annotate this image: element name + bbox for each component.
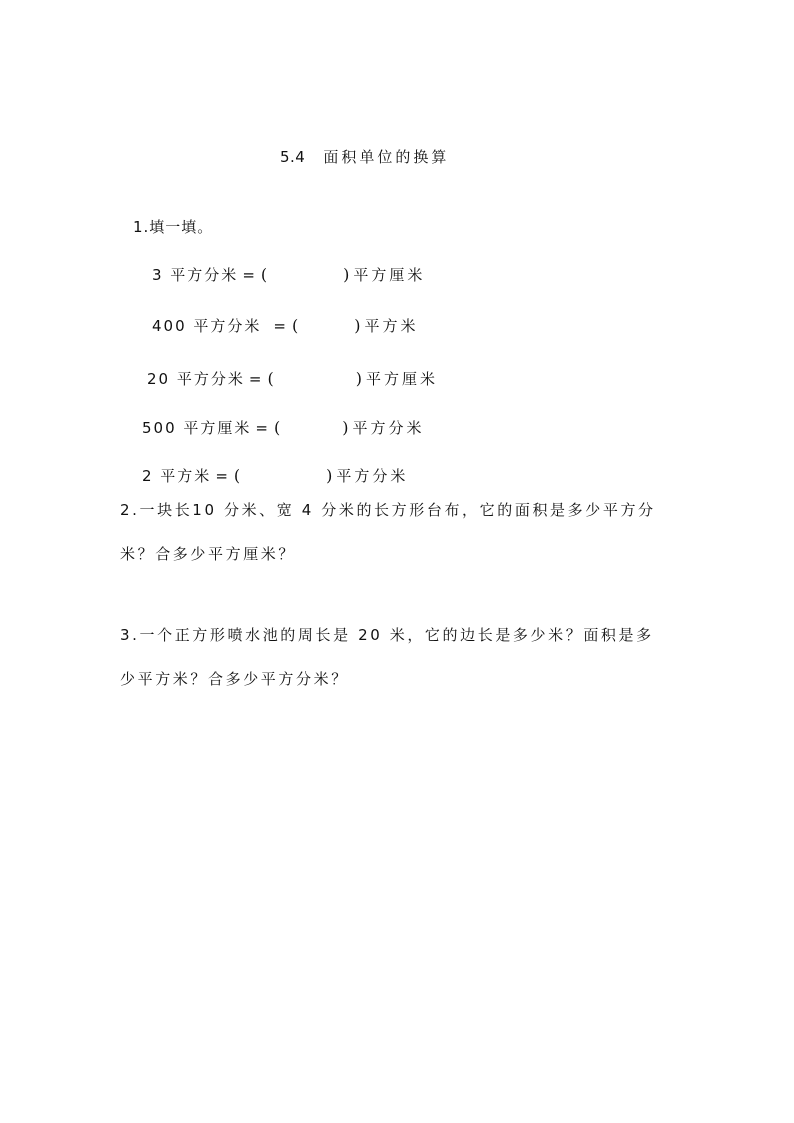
question-1-heading: 1.填一填。 <box>133 218 214 236</box>
question-3-line-1: 3.一个正方形喷水池的周长是 20 米，它的边长是多少米？面积是多 <box>120 626 654 644</box>
close-bracket: ) <box>326 466 333 485</box>
open-bracket: ( <box>273 418 281 437</box>
fill-row-unit: 平方米 <box>364 317 419 335</box>
question-2-line-1: 2.一块长10 分米、宽 4 分米的长方形台布，它的面积是多少平方分 <box>120 501 656 519</box>
fill-row <box>142 466 408 486</box>
close-bracket: ) <box>342 418 349 437</box>
answer-blank[interactable] <box>267 267 343 285</box>
close-bracket: ) <box>355 369 362 388</box>
question-2 <box>120 500 690 564</box>
equals-sign: = <box>242 266 255 284</box>
answer-blank[interactable] <box>274 371 356 389</box>
answer-blank[interactable] <box>240 468 326 486</box>
open-bracket: ( <box>267 369 274 388</box>
section-name: 面积单位的换算 <box>323 148 450 166</box>
equals-sign: = <box>215 467 228 485</box>
fill-row-unit: 平方分米 <box>336 467 409 485</box>
open-bracket: ( <box>291 316 299 335</box>
open-bracket: ( <box>233 466 241 485</box>
answer-blank[interactable] <box>280 420 342 438</box>
fill-row <box>142 418 425 438</box>
fill-row <box>152 265 425 285</box>
close-bracket: ) <box>343 265 350 284</box>
close-bracket: ) <box>354 316 361 335</box>
fill-row-unit: 平方分米 <box>352 419 425 437</box>
section-number: 5.4 <box>280 148 306 166</box>
equals-sign: = <box>273 317 286 335</box>
question-2-line-2: 米？合多少平方厘米？ <box>120 545 297 563</box>
equals-sign: = <box>255 419 268 437</box>
fill-row <box>147 369 438 389</box>
open-bracket: ( <box>260 265 268 284</box>
fill-row-lhs: 2 平方米 <box>142 467 212 485</box>
fill-row-lhs: 20 平方分米 <box>147 370 245 388</box>
question-3 <box>120 625 690 689</box>
fill-row-lhs: 500 平方厘米 <box>142 419 252 437</box>
answer-blank[interactable] <box>298 318 354 336</box>
fill-row-lhs: 3 平方分米 <box>152 266 239 284</box>
question-3-line-2: 少平方米？合多少平方分米？ <box>120 670 349 688</box>
fill-row-unit: 平方厘米 <box>365 370 438 388</box>
page-title <box>280 146 449 167</box>
equals-sign: = <box>248 370 262 388</box>
fill-row-unit: 平方厘米 <box>353 266 426 284</box>
fill-row-lhs: 400 平方分米 <box>152 317 262 335</box>
fill-row <box>152 316 419 336</box>
